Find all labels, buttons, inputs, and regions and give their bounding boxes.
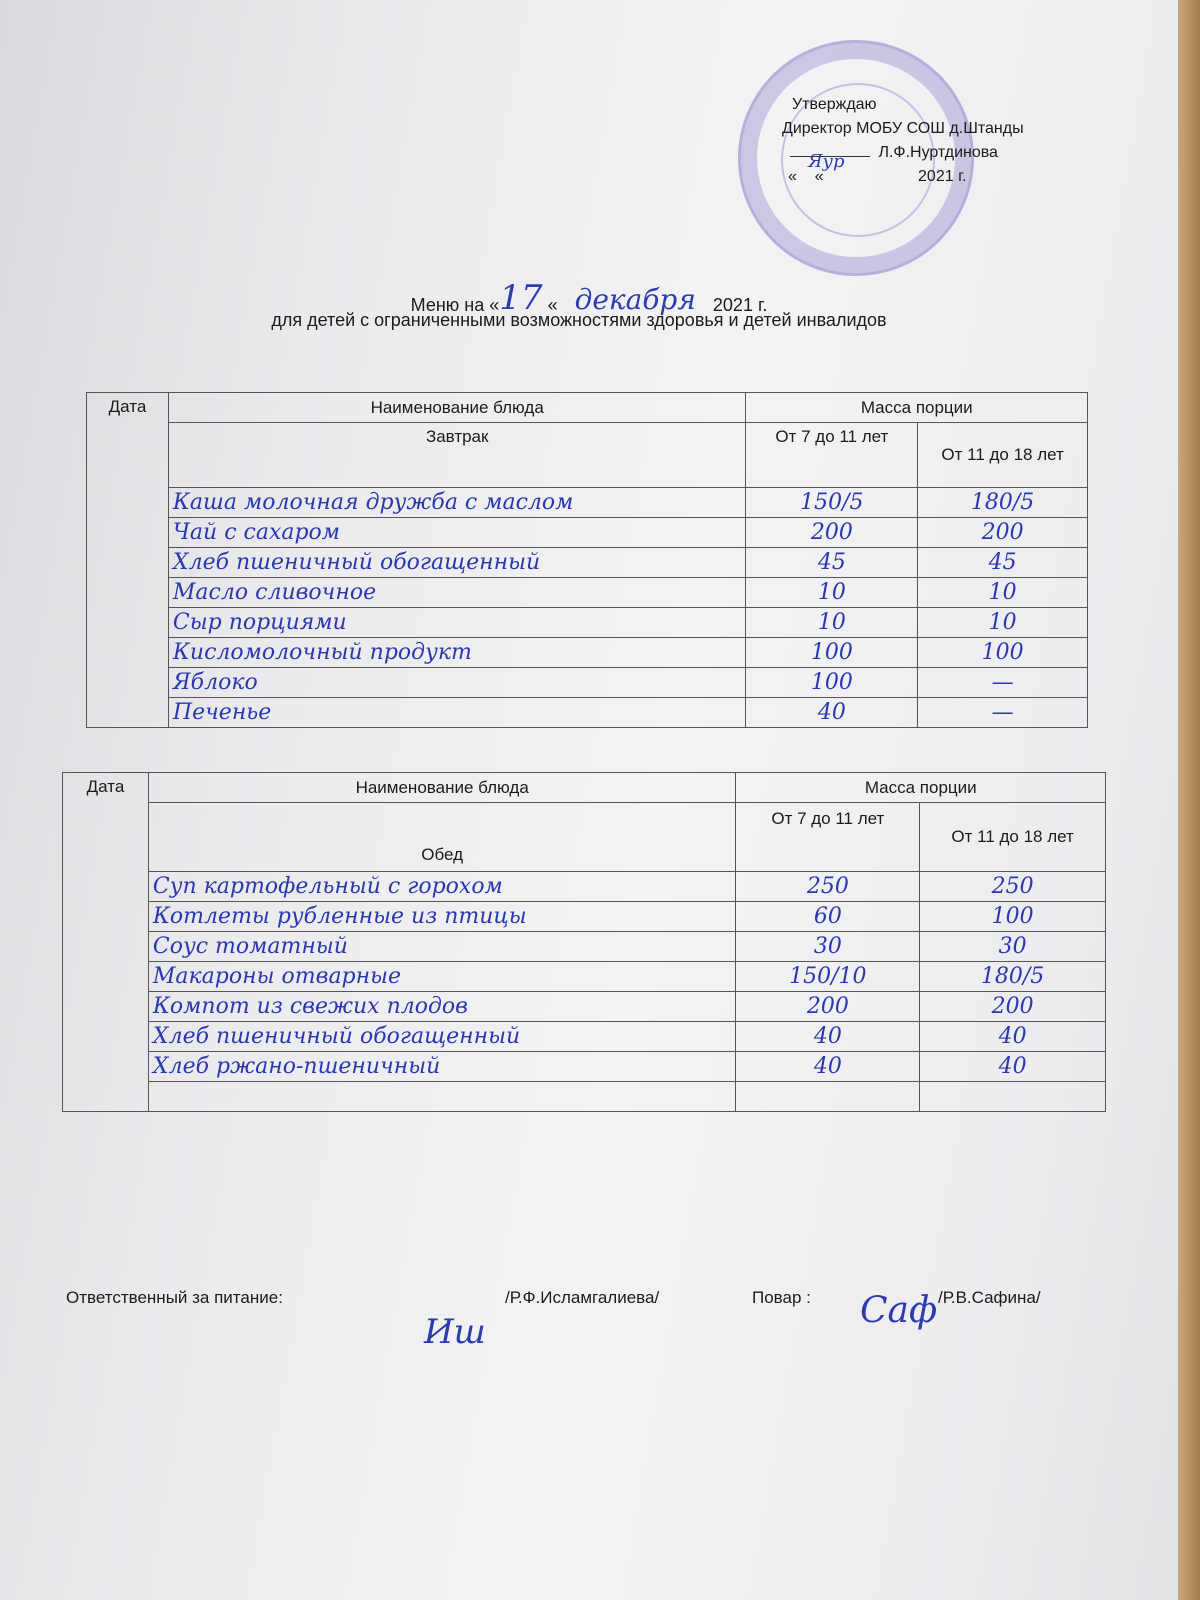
mass-7-11: 200 xyxy=(746,518,918,548)
mass-7-11: 250 xyxy=(736,872,920,902)
lunch-dish-header: Наименование блюда xyxy=(148,773,736,803)
dish-name xyxy=(148,1082,736,1112)
dish-name: Яблоко xyxy=(168,668,746,698)
mass-11-18: 45 xyxy=(918,548,1088,578)
mass-7-11: 45 xyxy=(746,548,918,578)
mass-7-11: 40 xyxy=(736,1052,920,1082)
breakfast-header-row xyxy=(87,393,1088,423)
table-row xyxy=(87,578,1088,608)
cook-label: Повар : xyxy=(752,1288,811,1307)
mass-11-18: 200 xyxy=(918,518,1088,548)
lunch-mass-header: Масса порции xyxy=(736,773,1106,803)
footer-cook xyxy=(752,1288,811,1308)
mass-11-18: — xyxy=(918,668,1088,698)
mass-7-11: 30 xyxy=(736,932,920,962)
dish-name: Кисломолочный продукт xyxy=(168,638,746,668)
mass-7-11 xyxy=(736,1082,920,1112)
mass-11-18: 180/5 xyxy=(920,962,1106,992)
breakfast-date-header: Дата xyxy=(108,397,147,416)
cook-name: /Р.В.Сафина/ xyxy=(938,1288,1041,1307)
dish-name: Печенье xyxy=(168,698,746,728)
table-row xyxy=(63,872,1106,902)
table-row xyxy=(87,608,1088,638)
dish-name: Суп картофельный с горохом xyxy=(148,872,736,902)
dish-name: Хлеб ржано-пшеничный xyxy=(148,1052,736,1082)
lunch-date-column xyxy=(63,773,149,1112)
wood-surface xyxy=(1178,0,1200,1600)
title-year: 2021 г. xyxy=(712,295,768,315)
approval-date-prefix: « « xyxy=(788,168,824,185)
dish-name: Соус томатный xyxy=(148,932,736,962)
responsible-name: /Р.Ф.Исламгалиева/ xyxy=(505,1288,660,1307)
table-row xyxy=(63,1052,1106,1082)
cook-signature: Саф xyxy=(860,1290,938,1331)
mass-7-11: 60 xyxy=(736,902,920,932)
table-row xyxy=(87,518,1088,548)
title-month: декабря xyxy=(574,283,696,316)
mass-7-11: 150/5 xyxy=(746,488,918,518)
table-row xyxy=(63,902,1106,932)
mass-11-18: 40 xyxy=(920,1052,1106,1082)
lunch-age2-header: От 11 до 18 лет xyxy=(920,803,1106,872)
table-row xyxy=(63,932,1106,962)
breakfast-age1-header: От 7 до 11 лет xyxy=(746,423,918,488)
lunch-meal-label: Обед xyxy=(148,803,736,872)
mass-7-11: 100 xyxy=(746,638,918,668)
dish-name: Компот из свежих плодов xyxy=(148,992,736,1022)
dish-name: Хлеб пшеничный обогащенный xyxy=(168,548,746,578)
mass-7-11: 40 xyxy=(746,698,918,728)
breakfast-meal-label: Завтрак xyxy=(168,423,746,488)
table-row xyxy=(63,1022,1106,1052)
mass-11-18: — xyxy=(918,698,1088,728)
mass-7-11: 10 xyxy=(746,608,918,638)
director-name: Л.Ф.Нуртдинова xyxy=(878,144,998,161)
lunch-header-row xyxy=(63,773,1106,803)
mass-7-11: 100 xyxy=(746,668,918,698)
mass-11-18: 180/5 xyxy=(918,488,1088,518)
lunch-date-header: Дата xyxy=(86,777,125,796)
breakfast-age2-header: От 11 до 18 лет xyxy=(918,423,1088,488)
breakfast-mass-header: Масса порции xyxy=(746,393,1088,423)
breakfast-table xyxy=(86,392,1088,728)
dish-name: Котлеты рубленные из птицы xyxy=(148,902,736,932)
dish-name: Масло сливочное xyxy=(168,578,746,608)
mass-7-11: 200 xyxy=(736,992,920,1022)
approve-line: Утверждаю xyxy=(792,96,877,113)
title-mid: « xyxy=(547,295,558,315)
dish-name: Хлеб пшеничный обогащенный xyxy=(148,1022,736,1052)
mass-11-18: 100 xyxy=(920,902,1106,932)
mass-7-11: 150/10 xyxy=(736,962,920,992)
table-row xyxy=(87,548,1088,578)
table-row xyxy=(87,698,1088,728)
mass-11-18: 30 xyxy=(920,932,1106,962)
director-sign-line xyxy=(790,141,1110,172)
title-day: 17 xyxy=(499,278,543,318)
responsible-signature: Иш xyxy=(424,1312,486,1352)
signature-underline xyxy=(790,151,870,172)
menu-subtitle: для детей с ограниченными возможностями здоровья и детей инвалидов xyxy=(271,310,887,330)
table-row xyxy=(87,638,1088,668)
mass-11-18: 250 xyxy=(920,872,1106,902)
mass-11-18: 100 xyxy=(918,638,1088,668)
mass-7-11: 10 xyxy=(746,578,918,608)
lunch-table xyxy=(62,772,1106,1112)
mass-11-18 xyxy=(920,1082,1106,1112)
director-signature: Яур xyxy=(808,151,845,172)
footer-responsible-name xyxy=(505,1288,659,1308)
table-row xyxy=(63,1082,1106,1112)
mass-11-18: 10 xyxy=(918,578,1088,608)
table-row xyxy=(63,992,1106,1022)
mass-11-18: 40 xyxy=(920,1022,1106,1052)
table-row xyxy=(87,488,1088,518)
dish-name: Сыр порциями xyxy=(168,608,746,638)
breakfast-subheader-row xyxy=(87,423,1088,488)
responsible-label: Ответственный за питание: xyxy=(66,1288,283,1307)
title-prefix: Меню на « xyxy=(410,295,500,315)
breakfast-dish-header: Наименование блюда xyxy=(168,393,746,423)
lunch-subheader-row xyxy=(63,803,1106,872)
dish-name: Чай с сахаром xyxy=(168,518,746,548)
mass-11-18: 200 xyxy=(920,992,1106,1022)
dish-name: Каша молочная дружба с маслом xyxy=(168,488,746,518)
breakfast-date-column xyxy=(87,393,169,728)
table-row xyxy=(63,962,1106,992)
approval-block xyxy=(782,93,1110,189)
footer-cook-name xyxy=(938,1288,1041,1308)
table-row xyxy=(87,668,1088,698)
lunch-age1-header: От 7 до 11 лет xyxy=(736,803,920,872)
dish-name: Макароны отварные xyxy=(148,962,736,992)
approval-year: 2021 г. xyxy=(918,168,967,185)
director-line: Директор МОБУ СОШ д.Штанды xyxy=(782,120,1024,137)
mass-7-11: 40 xyxy=(736,1022,920,1052)
mass-11-18: 10 xyxy=(918,608,1088,638)
footer-responsible xyxy=(66,1288,283,1308)
